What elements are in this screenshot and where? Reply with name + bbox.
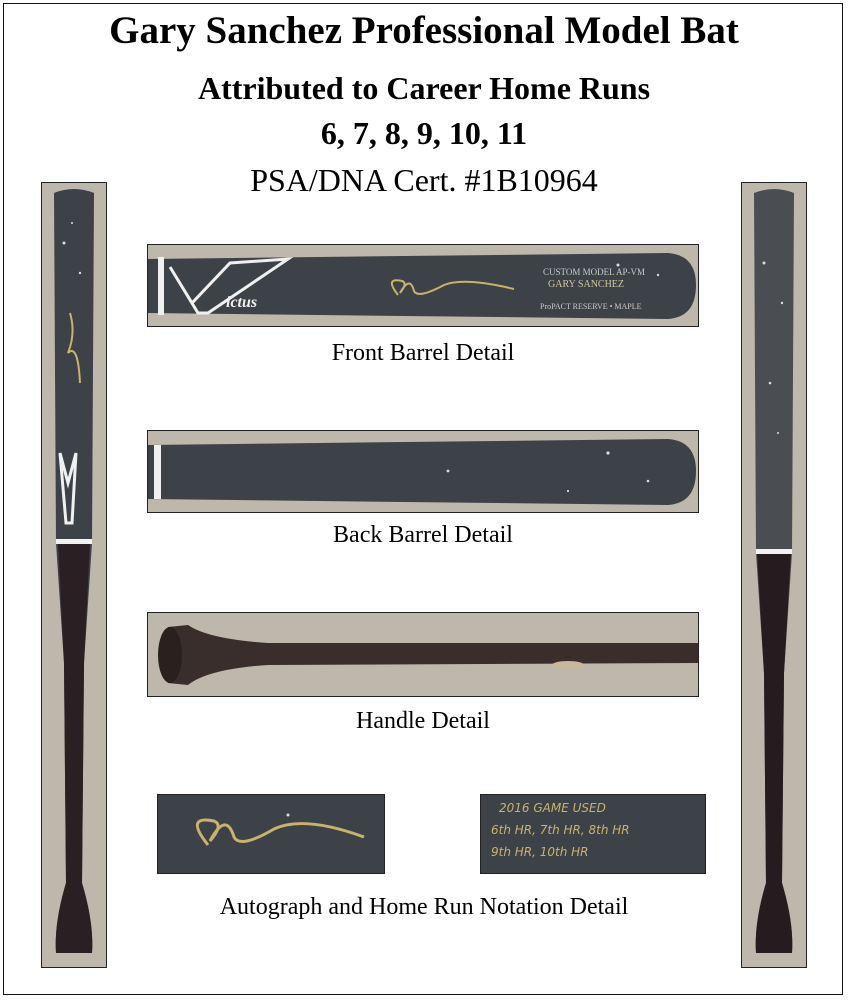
page-title: Gary Sanchez Professional Model Bat — [109, 9, 739, 52]
full-bat-photo-right — [741, 182, 807, 968]
stamp-line-2: GARY SANCHEZ — [548, 279, 625, 290]
full-bat-photo-left — [41, 182, 107, 968]
notation-detail-photo — [480, 794, 706, 874]
front-barrel-photo — [147, 244, 699, 327]
back-barrel-photo — [147, 430, 699, 513]
stamp-line-3: ProPACT RESERVE • MAPLE — [540, 302, 642, 311]
notation-line-2: 6th HR, 7th HR, 8th HR — [491, 823, 630, 837]
brand-stamp: ictus — [226, 294, 258, 311]
back-barrel-caption: Back Barrel Detail — [333, 522, 513, 548]
handle-caption: Handle Detail — [356, 708, 490, 734]
home-run-list: 6, 7, 8, 9, 10, 11 — [320, 115, 528, 151]
autograph-caption: Autograph and Home Run Notation Detail — [219, 894, 629, 920]
certification-number: PSA/DNA Cert. #1B10964 — [250, 162, 598, 198]
notation-line-3: 9th HR, 10th HR — [491, 845, 589, 859]
autograph-detail-photo — [157, 794, 385, 874]
notation-line-1: 2016 GAME USED — [499, 801, 606, 815]
stamp-line-1: CUSTOM MODEL AP-VM — [543, 267, 646, 277]
handle-photo — [147, 612, 699, 697]
front-barrel-caption: Front Barrel Detail — [331, 340, 515, 366]
page-subtitle: Attributed to Career Home Runs — [197, 70, 651, 106]
